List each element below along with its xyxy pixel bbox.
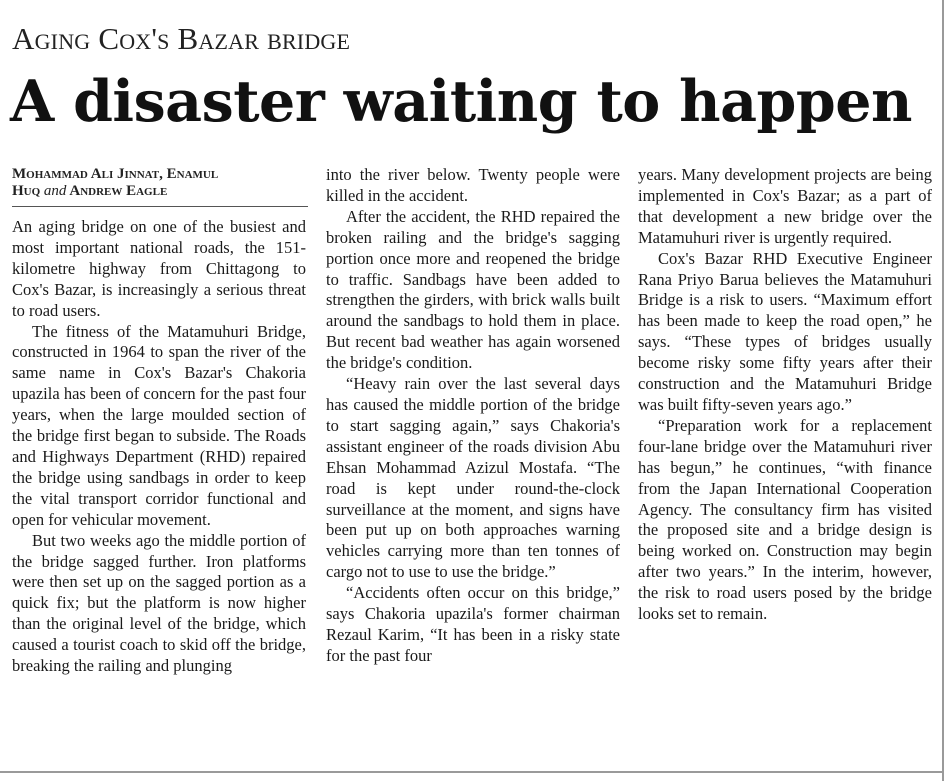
byline-author-huq: Huq <box>12 183 41 199</box>
paragraph: “Accidents often occur on this bridge,” says Chakoria upazila's former chairman Rezaul Karim, “It has been in a risky state for the past four <box>326 583 620 665</box>
paragraph: into the river below. Twenty people were killed in the accident. <box>326 165 620 205</box>
paragraph: years. Many development projects are being implemented in Cox's Bazar; as a part of that development a new bridge over the Matamuhuri river is urgently required. <box>638 165 932 247</box>
paragraph: After the accident, the RHD repaired the broken railing and the bridge's sagging portion once more and reopened the bridge to traffic. Sandbags have been added to strengthen the girders, with brick walls built around the sandbags to hold them in place. But recent bad weather has again worsened the bridge's condition. <box>326 206 620 373</box>
byline-authors-line1: Mohammad Ali Jinnat, Enamul <box>12 166 219 182</box>
article-column-3 <box>638 165 932 625</box>
byline-author-eagle: Andrew Eagle <box>69 183 168 199</box>
paragraph: “Heavy rain over the last several days has caused the middle portion of the bridge to start sagging again,” says Chakoria's assistant engineer of the roads division Abu Ehsan Mohammad Azizul Mostafa. “The road is kept under round-the-clock surveillance at the moment, and signs have been put up on both approaches warning vehicles carrying more than ten tonnes of cargo not to use to use the bridge.” <box>326 374 620 582</box>
byline-conjunction: and <box>43 183 67 199</box>
paragraph: The fitness of the Matamuhuri Bridge, constructed in 1964 to span the river of the same name in Cox's Bazar's Chakoria upazila has been of concern for the past four years, when the large moulded section of the bridge first began to subside. The Roads and Highways Department (RHD) repaired the bridge using sandbags in order to keep the vital transport corridor functional and open for vehicular movement. <box>12 321 306 529</box>
article-kicker: Aging Cox's Bazar bridge <box>12 21 351 56</box>
byline-divider <box>12 206 308 207</box>
page-edge-right <box>942 0 944 781</box>
paragraph: An aging bridge on one of the busiest and most important national roads, the 151-kilometre highway from Chittagong to Cox's Bazar, is increasingly a serious threat to road users. <box>12 217 306 320</box>
article-column-2 <box>326 165 620 667</box>
paragraph: Cox's Bazar RHD Executive Engineer Rana Priyo Barua believes the Matamuhuri Bridge is a risk to users. “Maximum effort has been made to keep the road open,” he says. “These types of bridges usually become risky some fifty years after their construction and the Matamuhuri Bridge was built fifty-seven years ago.” <box>638 248 932 414</box>
article-column-1 <box>12 217 306 677</box>
paragraph: But two weeks ago the middle portion of the bridge sagged further. Iron platforms were then set up on the sagged portion as a quick fix; but the platform is now higher than the original level of the bridge, which caused a tourist coach to skid off the bridge, breaking the railing and plunging <box>12 530 306 676</box>
paragraph: “Preparation work for a replacement four-lane bridge over the Matamuhuri river has begun,” he continues, “with finance from the Japan International Cooperation Agency. The consultancy firm has visited the proposed site and a bridge design is being worked on. Construction may begin after two years.” In the interim, however, the risk to road users posed by the bridge looks set to remain. <box>638 415 932 624</box>
page-edge-bottom <box>0 771 944 773</box>
article-byline <box>12 166 308 200</box>
article-headline: A disaster waiting to happen <box>10 68 912 135</box>
